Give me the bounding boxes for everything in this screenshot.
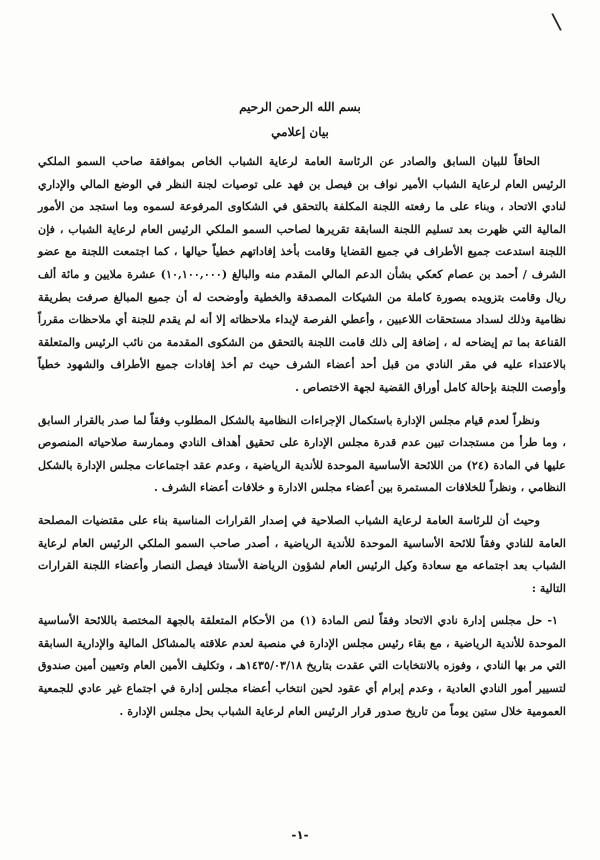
page-number: -١- (291, 828, 309, 842)
document-title: بيان إعلامي (271, 125, 329, 139)
document-body (38, 150, 566, 732)
handwritten-mark: \ (550, 9, 563, 36)
body-paragraph-2: ونظراً لعدم قيام مجلس الإدارة باستكمال الإجراءات النظامية بالشكل المطلوب وفقاً لما صدر بالقرار السابق ، وما طرأ من مستجدات تبين عدم قدرة مجلس الإدارة على تحقيق أهداف النادي وممارسة صلاحياته المنصوص عليها في المادة (٢٤) من اللائحة الأساسية الموحدة للأندية الرياضية ، وعدم عقد اجتماعات مجلس الإدارة بالشكل النظامي ، ونظراً للخلافات المستمرة بين أعضاء مجلس الادارة و خلافات أعضاء الشرف . (38, 412, 566, 495)
decision-item-1: ١- حل مجلس إدارة نادي الاتحاد وفقاً لنص المادة (١) من الأحكام المتعلقة بالجهة المختصة باللائحة الأساسية الموحدة للأندية الرياضية ، مع بقاء رئيس مجلس الإدارة في منصبة لعدم علاقته بالمشاكل المالية والإدارية السابقة التي مر بها النادي ، وفوزه بالانتخابات التي عقدت بتاريخ ١٤٣٥/٠٣/١٨هـ ، وتكليف الأمين العام وتعيين أمين صندوق لتسيير أمور النادي العادية ، وعدم إبرام أي عقود لحين انتخاب أعضاء مجلس إدارة في اجتماع غير عادي للجمعية العمومية خلال ستين يوماً من تاريخ صدور قرار الرئيس العام لرعاية الشباب بحل مجلس الإدارة . (38, 613, 566, 718)
basmala-heading: بسم الله الرحمن الرحيم (239, 100, 361, 114)
body-paragraph-1: الحاقاً للبيان السابق والصادر عن الرئاسة العامة لرعاية الشباب الخاص بموافقة صاحب السمو الملكي الرئيس العام لرعاية الشباب الأمير نواف بن فيصل بن فهد على توصيات لجنة النظر في الوضع المالي والإداري لنادي الاتحاد ، وبناء على ما رفعته اللجنة المكلفة بالتحقق في الشكاوى المرفوعة لسموه وما استجد من الأمور المالية التي ظهرت بعد تسليم اللجنة السابقة تقريرها لصاحب السمو الملكي الرئيس العام لرعاية الشباب ، فإن اللجنة استدعت جميع الأطراف في جميع القضايا وقامت بأخذ إفاداتهم خطياً حيالها ، كما اجتمعت اللجنة مع عضو الشرف / أحمد بن عصام كعكي بشأن الدعم المالي المقدم منه والبالغ (١٠,١٠٠,٠٠٠) عشرة ملايين و مائة ألف ريال وقامت بتزويده بصورة كاملة من الشيكات المصدقة والخطية وأوضحت له أن جميع المبالغ صرفت بطريقة نظامية وذلك لسداد مستحقات اللاعبين ، وأعطي الفرصة لإبداء ملاحظاته إلا أنه لم يقدم للجنة أي ملاحظات مقرراً القناعة بما تم إيضاحه له ، إضافة إلى ذلك قامت اللجنة بالتحقق من الشكوى المقدمة من نائب الرئيس والمتعلقة بالاعتداء عليه في مقر النادي من قبل أحد أعضاء الشرف حيث تم أخذ إفادات جميع الأطراف والشهود خطياً وأوصت اللجنة بإحالة كامل أوراق القضية لجهة الاختصاص . (38, 154, 566, 394)
body-paragraph-3: وحيث أن للرئاسة العامة لرعاية الشباب الصلاحية في إصدار القرارات المناسبة بناء على مقتضيات المصلحة العامة للنادي وفقاً للائحة الأساسية الموحدة للأندية الرياضية ، أصدر صاحب السمو الملكي الرئيس العام لرعاية الشباب بعد اجتماعه مع سعادة وكيل الرئيس العام لشؤون الرياضة الأستاذ فيصل النصار وأعضاء اللجنة القرارات التالية : (38, 512, 566, 595)
